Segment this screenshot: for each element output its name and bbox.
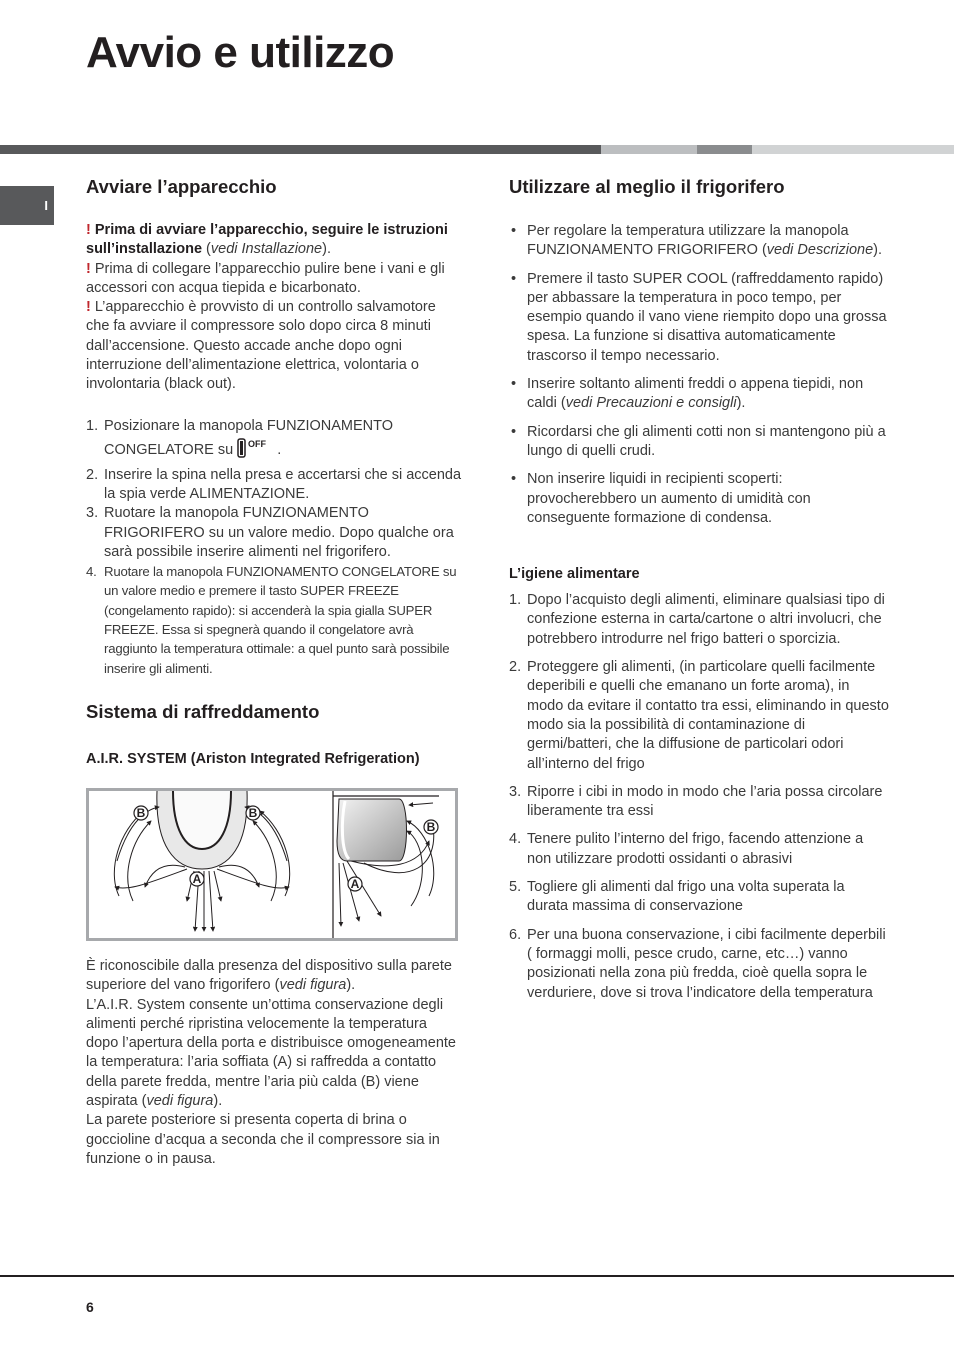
- svg-text:OFF: OFF: [248, 438, 267, 449]
- list-item: 4. Ruotare la manopola FUNZIONAMENTO CONGELATORE su un valore medio e premere il tasto SUPER FREEZE (congelamento rapido): si accenderà la spia gialla SUPER FREEZE. Essa si spegnerà quando il congelatore avrà raggiunto la temperatura ottimale: a quel punto sarà possibile inserire gli alimenti.: [86, 564, 457, 676]
- header-band-dark: [0, 145, 601, 154]
- warning-mark: !: [86, 222, 91, 238]
- section-heading-utilizzare: Utilizzare al meglio il frigorifero: [509, 176, 785, 197]
- list-item: 3. Riporre i cibi in modo in modo che l’aria possa circolare liberamente tra essi: [509, 783, 883, 820]
- air-paragraph-2: L’A.I.R. System consente un’ottima conservazione degli alimenti perché ripristina velocemente la temperatura dopo l’apertura della porta e distribuisce omogeneamente la temperatura: l’aria soffiata (A) si raffredda a contatto della parete fredda, mentre l’aria più calda (B) viene aspirata (vedi figura).: [86, 996, 456, 1110]
- bullet-icon: •: [511, 376, 517, 393]
- list-item: 1. Dopo l’acquisto degli alimenti, eliminare qualsiasi tipo di confezione esterna in carta/cartone o altri involucri, che potrebbero introdurre nel frigo batteri o sporcizia.: [509, 592, 885, 647]
- list-item: 6. Per una buona conservazione, i cibi facilmente deperbili ( formaggi molli, pesce crudo, carne, etc…) vanno posizionati nella zona più fredda, cioè quella sopra le verduriere, dove si trova l’indicatore della temperatura: [509, 926, 886, 1001]
- list-item: • Premere il tasto SUPER COOL (raffreddamento rapido) per abbassare la temperatura in poco tempo, per esempio quando il vano viene riempito dopo una grossa spesa. La funzione si disattiva automaticamente trascorso il tempo necessario.: [511, 270, 887, 364]
- page-title: Avvio e utilizzo: [86, 28, 395, 77]
- air-system-figure: [86, 788, 458, 941]
- list-item: 2. Proteggere gli alimenti, (in particolare quelli facilmente deperibili e quelli che emanano un forte aroma), in modo da evitare il contatto tra essi, eliminando in questo modo sia la possibilità di contaminazione di germi/batteri, che la diffusione de particolari odori all’interno del frigo: [509, 659, 889, 772]
- usage-tips-list: [509, 222, 889, 528]
- air-paragraph-3: La parete posteriore si presenta coperta di brina o goccioline d’acqua a seconda che il compressore sia in funzione o in pausa.: [86, 1112, 440, 1167]
- bullet-icon: •: [511, 423, 517, 440]
- list-item: 1. Posizionare la manopola FUNZIONAMENTO CONGELATORE su OFF .: [86, 414, 462, 466]
- bullet-icon: •: [511, 223, 517, 239]
- footer-rule: [0, 1275, 954, 1277]
- cross-reference: vedi figura: [146, 1093, 214, 1110]
- svg-text:A: A: [350, 876, 360, 891]
- subsection-heading-igiene: L’igiene alimentare: [509, 566, 640, 583]
- language-tab: I: [0, 186, 54, 225]
- airflow-diagram: [89, 791, 455, 938]
- list-item: • Per regolare la temperatura utilizzare la manopola FUNZIONAMENTO FRIGORIFERO (vedi Descrizione).: [511, 223, 883, 259]
- svg-text:B: B: [426, 819, 436, 834]
- right-column: [509, 176, 889, 1012]
- warning-paragraph-3: [86, 298, 462, 394]
- header-band-pale: [752, 145, 954, 154]
- list-item: 3. Ruotare la manopola FUNZIONAMENTO FRIGORIFERO su un valore medio. Dopo qualche ora sarà possibile inserire alimenti nel frigorifero.: [86, 505, 454, 560]
- hygiene-list: [509, 591, 889, 1003]
- svg-text:B: B: [136, 805, 146, 820]
- list-item: • Non inserire liquidi in recipienti scoperti: provocherebbero un aumento di umidità con conseguente formazione di condensa.: [511, 471, 811, 526]
- list-item: • Ricordarsi che gli alimenti cotti non si mantengono più a lungo di quelli crudi.: [511, 423, 886, 459]
- warning-mark: !: [86, 299, 91, 316]
- header-band-mid: [697, 145, 752, 154]
- page-number: 6: [86, 1299, 94, 1315]
- left-column: [86, 176, 462, 1169]
- svg-text:A: A: [192, 871, 202, 886]
- list-item: • Inserire soltanto alimenti freddi o appena tiepidi, non caldi (vedi Precauzioni e consigli).: [511, 376, 864, 412]
- warning-mark: !: [86, 260, 91, 277]
- knob-off-icon: [237, 438, 273, 466]
- cross-reference: vedi Installazione: [210, 241, 323, 258]
- startup-steps: [86, 414, 462, 678]
- svg-text:B: B: [248, 805, 258, 820]
- bullet-icon: •: [511, 471, 517, 488]
- subsection-heading-air: A.I.R. SYSTEM (Ariston Integrated Refrigeration): [86, 750, 420, 767]
- list-item: 2. Inserire la spina nella presa e accertarsi che si accenda la spia verde ALIMENTAZIONE.: [86, 466, 462, 502]
- warning-paragraph-2: [86, 260, 462, 299]
- cross-reference: vedi figura: [279, 977, 347, 994]
- list-item: 5. Togliere gli alimenti dal frigo una volta superata la durata massima di conservazione: [509, 879, 845, 915]
- warning-text: L’apparecchio è provvisto di un controllo salvamotore che fa avviare il compressore solo dopo circa 8 minuti dall’accensione. Questo accade anche dopo ogni interruzione dell’alimentazione elettrica, volontaria o involontaria (black out).: [86, 299, 436, 393]
- bullet-icon: •: [511, 270, 517, 287]
- warning-bold-text: Prima di avviare l’apparecchio, seguire le istruzioni sull’installazione: [86, 222, 448, 258]
- list-item: 4. Tenere pulito l’interno del frigo, facendo attenzione a non utilizzare prodotti ossidanti o abrasivi: [509, 831, 864, 867]
- section-heading-sistema: Sistema di raffreddamento: [86, 700, 320, 722]
- section-heading-avviare: Avviare l’apparecchio: [86, 176, 277, 197]
- header-band-light: [601, 145, 697, 154]
- warning-paragraph-1: ! Prima di avviare l’apparecchio, seguire le istruzioni sull’installazione (vedi Installazione).: [86, 222, 448, 258]
- warning-text: Prima di collegare l’apparecchio pulire bene i vani e gli accessori con acqua tiepida e bicarbonato.: [86, 260, 445, 296]
- air-paragraph-1: È riconoscibile dalla presenza del dispositivo sulla parete superiore del vano frigorifero (vedi figura).: [86, 957, 452, 994]
